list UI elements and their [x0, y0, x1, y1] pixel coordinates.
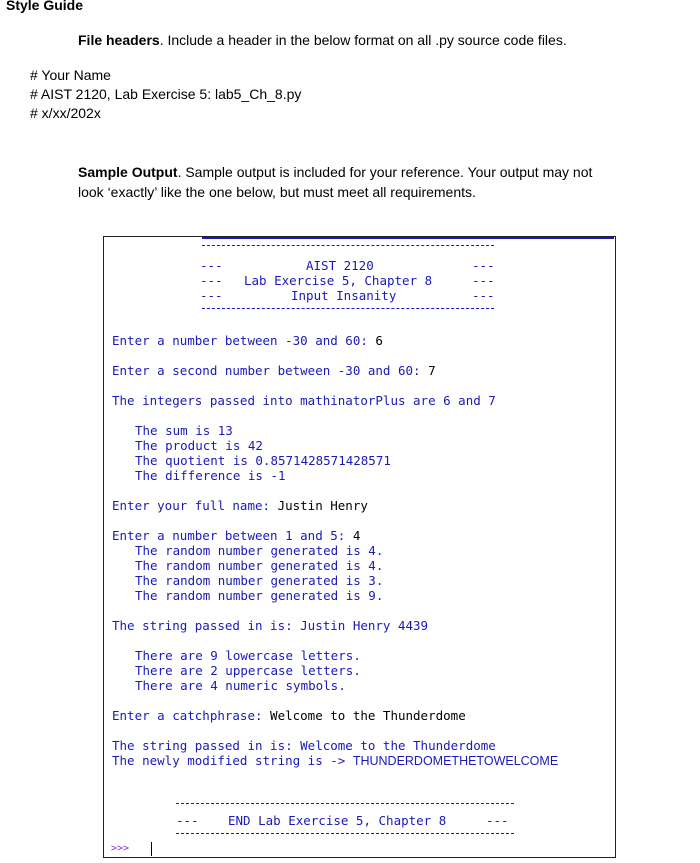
- input-full-name: Justin Henry: [277, 498, 368, 513]
- header-format-line-3: # x/xx/202x: [30, 105, 101, 121]
- banner-cut-line: [202, 236, 614, 239]
- quotient-line: The quotient is 0.8571428571428571: [135, 453, 391, 468]
- sample-output-label: Sample Output: [78, 164, 178, 180]
- banner-title-1: AIST 2120: [306, 258, 374, 273]
- banner-top-dashes: [202, 245, 494, 246]
- prompt-number-2: Enter a second number between -30 and 60: 7: [112, 363, 436, 378]
- header-format-line-1: # Your Name: [30, 67, 111, 83]
- shell-prompt: >>>: [111, 843, 130, 854]
- random-line-2: The random number generated is 4.: [135, 558, 384, 573]
- banner-right-dashes-3: ---: [472, 288, 495, 303]
- prompt-catchphrase: Enter a catchphrase: Welcome to the Thunderdome: [112, 708, 466, 723]
- prompt-full-name: Enter your full name: Justin Henry: [112, 498, 368, 513]
- modified-string-value: THUNDERDOMETHETOWELCOME: [352, 754, 559, 768]
- random-line-1: The random number generated is 4.: [135, 543, 384, 558]
- lowercase-line: There are 9 lowercase letters.: [135, 648, 361, 663]
- end-banner-bottom-dashes: [176, 833, 514, 834]
- difference-line: The difference is -1: [135, 468, 286, 483]
- banner-title-3: Input Insanity: [291, 288, 397, 303]
- input-number-1-5: 4: [352, 528, 361, 543]
- file-headers-label: File headers: [78, 32, 160, 48]
- sample-output-line-2: look ‘exactly’ like the one below, but must meet all requirements.: [78, 184, 476, 200]
- input-catchphrase: Welcome to the Thunderdome: [270, 708, 466, 723]
- uppercase-line: There are 2 uppercase letters.: [135, 663, 361, 678]
- header-format-line-2: # AIST 2120, Lab Exercise 5: lab5_Ch_8.py: [30, 86, 302, 102]
- string-passed-line-2: The string passed in is: Welcome to the Thunderdome: [112, 738, 496, 753]
- prompt-number-1: Enter a number between -30 and 60: 6: [112, 333, 383, 348]
- banner-right-dashes-2: ---: [472, 273, 495, 288]
- sample-output-paragraph: [78, 163, 592, 181]
- banner-left-dashes-2: ---: [200, 273, 223, 288]
- numeric-line: There are 4 numeric symbols.: [135, 678, 346, 693]
- end-left-dashes: ---: [176, 813, 199, 828]
- end-right-dashes: ---: [486, 813, 509, 828]
- banner-right-dashes-1: ---: [472, 258, 495, 273]
- file-headers-text: . Include a header in the below format on all .py source code files.: [159, 32, 567, 48]
- file-headers-paragraph: [78, 31, 567, 49]
- sum-line: The sum is 13: [135, 423, 233, 438]
- input-number-1: 6: [375, 333, 383, 348]
- sample-output-text: . Sample output is included for your reference. Your output may not: [177, 164, 593, 180]
- banner-left-dashes-3: ---: [200, 288, 223, 303]
- random-line-3: The random number generated is 3.: [135, 573, 384, 588]
- banner-bottom-dashes: [202, 308, 494, 309]
- banner-title-2: Lab Exercise 5, Chapter 8: [244, 273, 433, 288]
- prompt-number-1-5: Enter a number between 1 and 5: 4: [112, 528, 361, 543]
- input-number-2: 7: [428, 363, 436, 378]
- end-banner-top-dashes: [176, 803, 514, 804]
- integers-line: The integers passed into mathinatorPlus are 6 and 7: [112, 393, 496, 408]
- end-banner-text: END Lab Exercise 5, Chapter 8: [228, 813, 447, 828]
- string-passed-line-1: The string passed in is: Justin Henry 4439: [112, 618, 429, 633]
- console-output-screenshot: [103, 236, 616, 858]
- modified-string-line: The newly modified string is -> THUNDERDOMETHETOWELCOME: [112, 753, 559, 768]
- page-title: Style Guide: [6, 0, 84, 13]
- banner-left-dashes-1: ---: [200, 258, 223, 273]
- text-cursor: [151, 842, 152, 856]
- product-line: The product is 42: [135, 438, 263, 453]
- random-line-4: The random number generated is 9.: [135, 588, 384, 603]
